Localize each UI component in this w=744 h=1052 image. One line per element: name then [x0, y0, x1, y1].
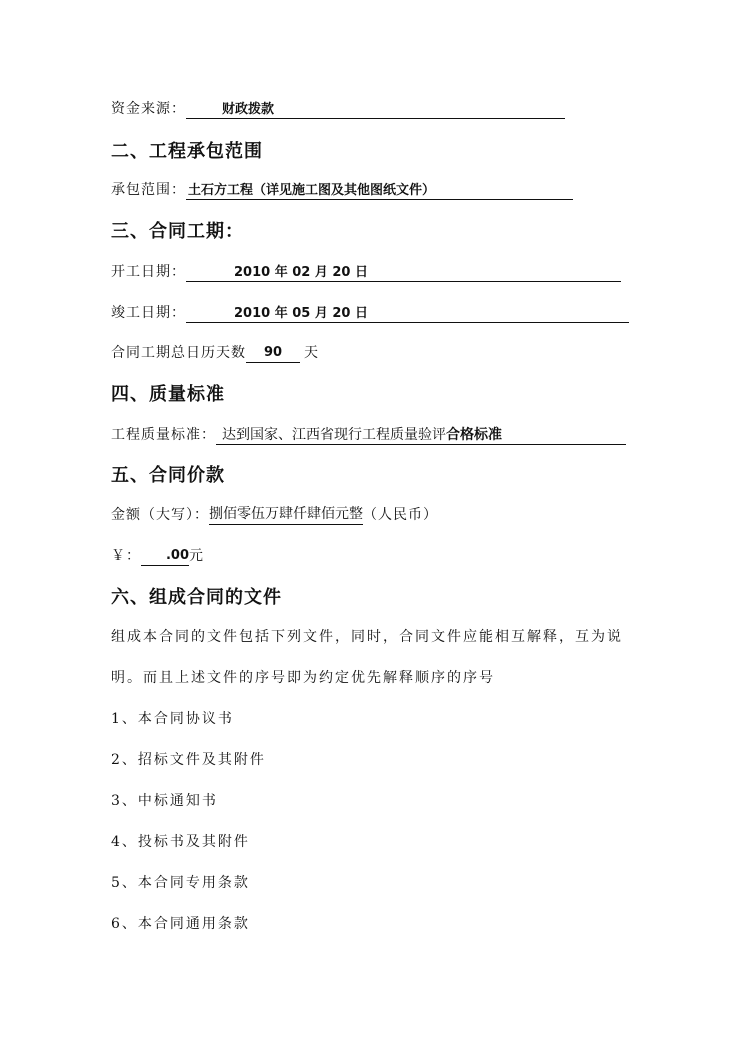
scope-value: 土石方工程（详见施工图及其他图纸文件） — [186, 181, 573, 200]
finish-date-label: 竣工日期： — [111, 305, 186, 321]
doc-list-item: 6、本合同通用条款 — [111, 916, 250, 932]
doc-list-item: 4、投标书及其附件 — [111, 834, 250, 850]
doc-list-item: 5、本合同专用条款 — [111, 875, 250, 891]
duration-value: 90 — [246, 343, 300, 363]
start-date-value: 2010 年 02 月 20 日 — [186, 263, 621, 282]
quality-row — [111, 425, 626, 445]
docs-intro-line-2: 明。而且上述文件的序号即为约定优先解释顺序的序号 — [111, 670, 495, 686]
section-6-heading: 六、组成合同的文件 — [111, 587, 282, 608]
scope-row — [111, 180, 573, 200]
funding-value: 财政拨款 — [186, 100, 565, 119]
funding-row — [111, 99, 565, 119]
section-5-heading: 五、合同价款 — [111, 465, 225, 486]
scope-label: 承包范围： — [111, 182, 186, 198]
amount-words-row — [111, 505, 438, 525]
docs-intro-line-1: 组成本合同的文件包括下列文件，同时，合同文件应能相互解释，互为说 — [111, 629, 623, 645]
amount-words-value: 捌佰零伍万肆仟肆佰元整 — [209, 505, 363, 525]
quality-value — [216, 426, 626, 445]
doc-list-item: 1、本合同协议书 — [111, 711, 234, 727]
section-2-heading: 二、工程承包范围 — [111, 141, 263, 162]
amount-words-suffix: （人民币） — [363, 507, 438, 523]
finish-date-value: 2010 年 05 月 20 日 — [186, 304, 629, 323]
duration-unit: 天 — [304, 345, 318, 361]
amount-number-row — [111, 546, 203, 566]
section-4-heading: 四、质量标准 — [111, 384, 225, 405]
doc-list-item: 3、中标通知书 — [111, 793, 218, 809]
section-3-heading: 三、合同工期： — [111, 221, 244, 242]
start-date-label: 开工日期： — [111, 264, 186, 280]
duration-label: 合同工期总日历天数 — [111, 345, 246, 361]
start-date-row — [111, 262, 621, 282]
funding-label: 资金来源： — [111, 101, 186, 117]
amount-number-label: ￥： — [111, 548, 141, 564]
amount-number-value: .00 — [141, 546, 189, 566]
doc-list-item: 2、招标文件及其附件 — [111, 752, 266, 768]
amount-words-label: 金额（大写）： — [111, 507, 209, 523]
duration-row — [111, 343, 318, 363]
quality-value-bold: 合格标准 — [446, 427, 502, 443]
amount-number-unit: 元 — [189, 548, 203, 564]
quality-value-normal: 达到国家、江西省现行工程质量验评 — [222, 427, 446, 443]
quality-label: 工程质量标准： — [111, 427, 216, 443]
finish-date-row — [111, 303, 629, 323]
